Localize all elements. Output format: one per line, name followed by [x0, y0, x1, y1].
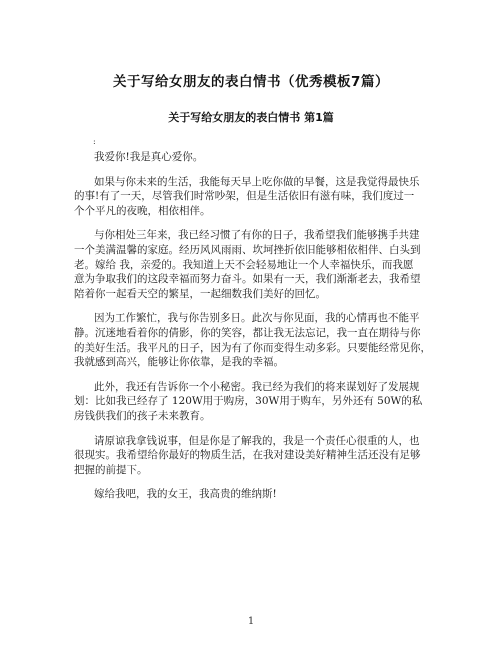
paragraph-line: 老。嫁给 我，亲爱的。我知道上天不会轻易地让一个人幸福快乐，而我愿 — [74, 258, 414, 271]
paragraph-line: 我爱你!我是真心爱你。 — [94, 151, 204, 163]
paragraph-line: 因为工作繁忙，我与你告别多日。此次与你见面，我的心情再也不能平 — [94, 312, 420, 325]
paragraph-line: 房钱供我们的孩子未来教育。 — [74, 409, 211, 422]
paragraph-line: 的事!有了一天，尽管我们时常吵架，但是生活依旧有滋有味，我们度过一 — [74, 190, 415, 203]
paragraph — [74, 380, 432, 424]
paragraph-line: 陪着你一起看天空的繁星，一起细数我们美好的回忆。 — [74, 287, 326, 300]
paragraph — [74, 434, 432, 478]
paragraph — [74, 175, 432, 219]
section-title: 关于写给女朋友的表白情书 第1篇 — [168, 111, 334, 124]
paragraph-line: 意为争取我们的这段幸福而努力奋斗。如果有一天，我们渐渐老去，我希望 — [74, 273, 421, 286]
paragraph — [74, 487, 432, 502]
paragraph-line: 的美好生活。我平凡的日子，因为有了你而变得生动多彩。只要能经常见你， — [74, 341, 431, 354]
paragraph-line: 请原谅我拿钱说事，但是你是了解我的，我是一个责任心很重的人，也 — [94, 434, 420, 447]
paragraph — [74, 228, 432, 301]
section-mark: : — [93, 137, 96, 146]
paragraph-line: 如果与你未来的生活，我能每天早上吃你做的早餐，这是我觉得最快乐 — [94, 175, 420, 188]
document-body — [74, 150, 432, 512]
paragraph-line: 个个平凡的夜晚，相依相伴。 — [74, 204, 211, 217]
paragraph-line: 很现实。我希望给你最好的物质生活，在我对建设美好精神生活还没有足够 — [74, 449, 421, 462]
paragraph-line: 把握的前提下。 — [74, 463, 148, 476]
paragraph-line: 一个美满温馨的家庭。经历风风雨雨、坎坷挫折依旧能够相依相伴、白头到 — [74, 243, 421, 256]
paragraph-line: 与你相处三年来，我已经习惯了有你的日子，我希望我们能够携手共建 — [94, 229, 420, 242]
page-number: 1 — [247, 616, 255, 627]
paragraph — [74, 311, 432, 369]
paragraph-line: 嫁给我吧，我的女王，我高贵的维纳斯! — [94, 488, 277, 501]
paragraph-line: 静。沉迷地看着你的倩影，你的笑容，都让我无法忘记，我一直在期待与你 — [74, 326, 421, 339]
paragraph-line: 我就感到高兴，能够让你依靠，是我的幸福。 — [74, 356, 284, 369]
paragraph-line: 划：比如我已经存了 120W用于购房，30W用于购车，另外还有 50W的私 — [74, 395, 423, 408]
paragraph — [74, 150, 432, 165]
document-title: 关于写给女朋友的表白情书（优秀模板7篇） — [113, 74, 389, 90]
paragraph-line: 此外，我还有告诉你一个小秘密。我已经为我们的将来谋划好了发展规 — [94, 380, 420, 393]
